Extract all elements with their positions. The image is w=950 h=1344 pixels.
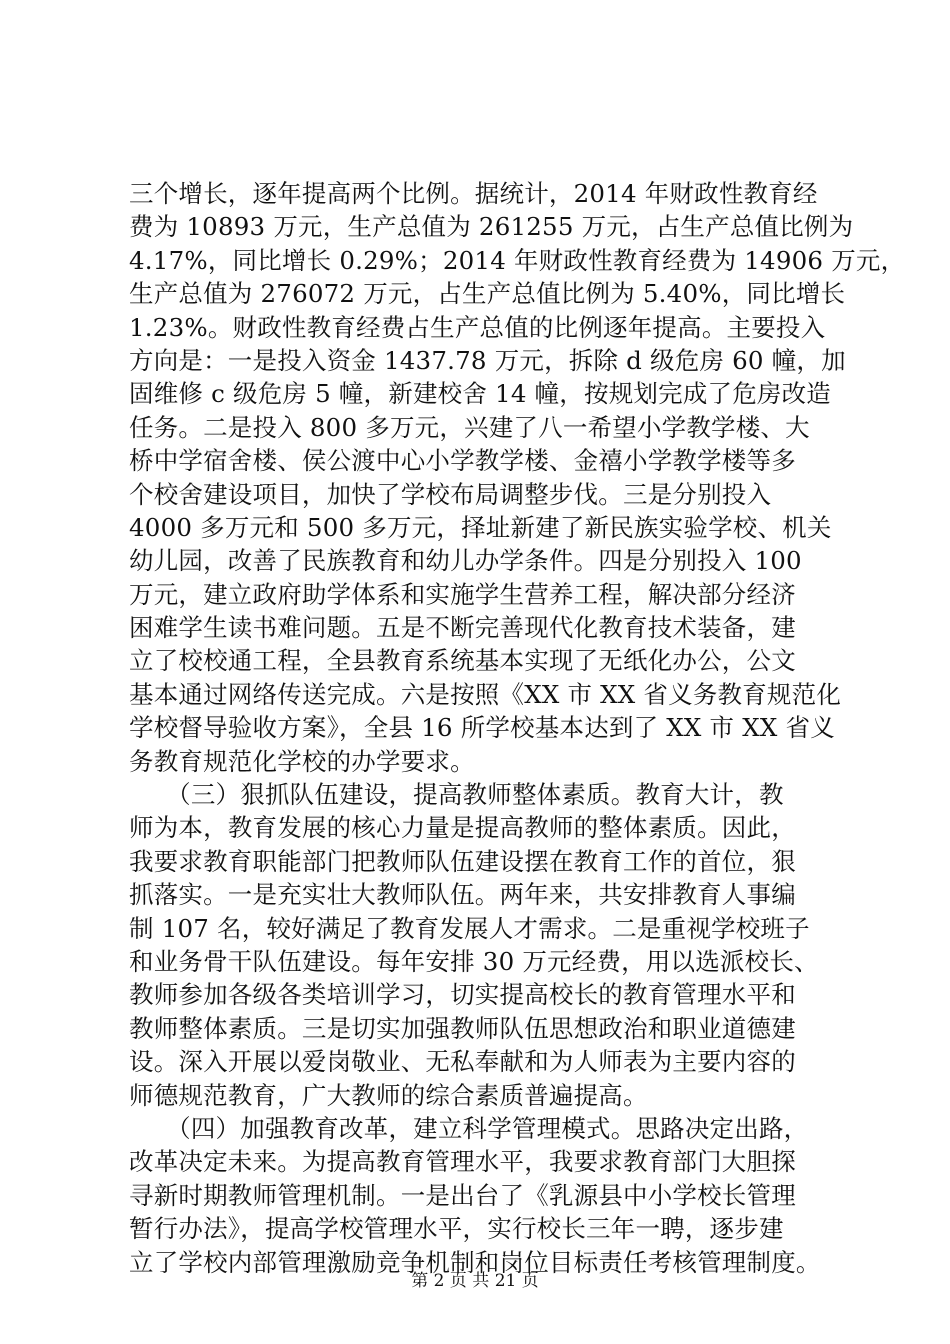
text-line: 师为本，教育发展的核心力量是提高教师的整体素质。因此， <box>129 813 796 843</box>
paragraph-heading-line: （四）加强教育改革，建立科学管理模式。思路决定出路， <box>129 1113 809 1143</box>
text-line: 暂行办法》，提高学校管理水平，实行校长三年一聘，逐步建 <box>129 1214 784 1244</box>
text-line: 制 107 名，较好满足了教育发展人才需求。二是重视学校班子 <box>129 913 810 943</box>
text-line: 困难学生读书难问题。五是不断完善现代化教育技术装备，建 <box>129 613 796 643</box>
text-line: 4.17%，同比增长 0.29%；2014 年财政性教育经费为 14906 万元， <box>129 245 906 275</box>
text-line: 务教育规范化学校的办学要求。 <box>129 746 475 776</box>
text-line: 立了学校内部管理激励竞争机制和岗位目标责任考核管理制度。 <box>129 1247 821 1277</box>
text-line: 4000 多万元和 500 多万元，择址新建了新民族实验学校、机关 <box>129 512 832 542</box>
text-line: 学校督导验收方案》，全县 16 所学校基本达到了 XX 市 XX 省义 <box>129 713 835 743</box>
text-line: 任务。二是投入 800 多万元，兴建了八一希望小学教学楼、大 <box>129 412 810 442</box>
text-line: 个校舍建设项目，加快了学校布局调整步伐。三是分别投入 <box>129 479 772 509</box>
text-line: 生产总值为 276072 万元，占生产总值比例为 5.40%，同比增长 <box>129 279 846 309</box>
text-line: 固维修 c 级危房 5 幢，新建校舍 14 幢，按规划完成了危房改造 <box>129 379 832 409</box>
page-footer <box>0 1270 950 1292</box>
text-line: 费为 10893 万元，生产总值为 261255 万元，占生产总值比例为 <box>129 212 854 242</box>
text-line: 和业务骨干队伍建设。每年安排 30 万元经费，用以选派校长、 <box>129 946 819 976</box>
text-line: 教师参加各级各类培训学习，切实提高校长的教育管理水平和 <box>129 980 796 1010</box>
text-line: 抓落实。一是充实壮大教师队伍。两年来，共安排教育人事编 <box>129 880 796 910</box>
text-line: 桥中学宿舍楼、侯公渡中心小学教学楼、金禧小学教学楼等多 <box>129 446 796 476</box>
paragraph-heading-line: （三）狠抓队伍建设，提高教师整体素质。教育大计，教 <box>129 780 784 810</box>
text-line: 方向是：一是投入资金 1437.78 万元，拆除 d 级危房 60 幢，加 <box>129 345 846 375</box>
text-line: 改革决定未来。为提高教育管理水平，我要求教育部门大胆探 <box>129 1147 796 1177</box>
text-line: 寻新时期教师管理机制。一是出台了《乳源县中小学校长管理 <box>129 1180 796 1210</box>
text-line: 三个增长，逐年提高两个比例。据统计，2014 年财政性教育经 <box>129 179 818 208</box>
body-text <box>129 177 906 1279</box>
text-line: 师德规范教育，广大教师的综合素质普遍提高。 <box>129 1080 648 1110</box>
text-line: 万元，建立政府助学体系和实施学生营养工程，解决部分经济 <box>129 579 796 609</box>
text-line: 幼儿园，改善了民族教育和幼儿办学条件。四是分别投入 100 <box>129 546 802 576</box>
text-line: 基本通过网络传送完成。六是按照《XX 市 XX 省义务教育规范化 <box>129 679 842 709</box>
text-line: 教师整体素质。三是切实加强教师队伍思想政治和职业道德建 <box>129 1013 796 1043</box>
text-line: 我要求教育职能部门把教师队伍建设摆在教育工作的首位，狠 <box>129 846 796 876</box>
text-line: 设。深入开展以爱岗敬业、无私奉献和为人师表为主要内容的 <box>129 1047 796 1077</box>
text-line: 立了校校通工程，全县教育系统基本实现了无纸化办公，公文 <box>129 646 796 676</box>
text-line: 1.23%。财政性教育经费占生产总值的比例逐年提高。主要投入 <box>129 312 826 342</box>
page-number-label: 第 2 页 共 21 页 <box>411 1271 539 1291</box>
